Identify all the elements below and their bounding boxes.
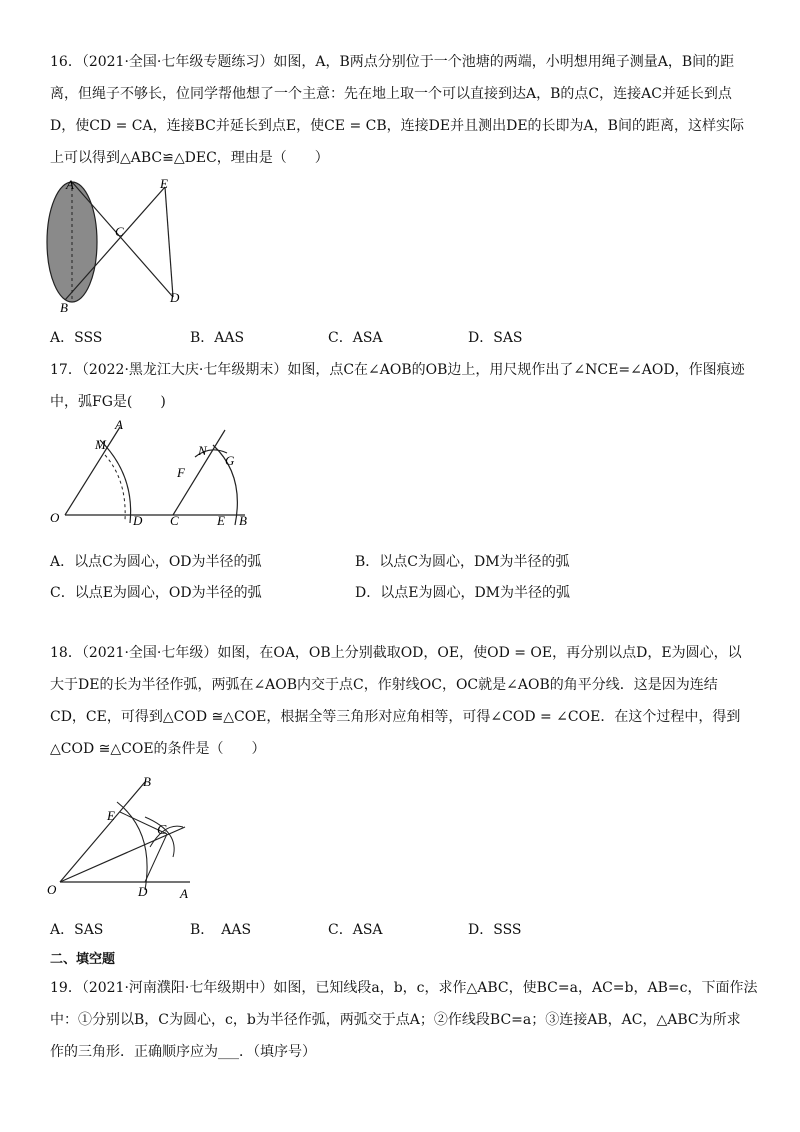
q18-label-o: O [47, 882, 57, 897]
q17-label-m: M [95, 437, 106, 452]
q16-text-line1: 16．（2021·全国·七年级专题练习）如图，A，B两点分别位于一个池塘的两端，小明想用绳子测量A，B间的距 [50, 54, 735, 70]
q18-label-d: D [138, 884, 148, 899]
q18-label-c: C [157, 823, 167, 838]
q18-label-e: E [107, 808, 115, 823]
q17-option-c[interactable]: C．以点E为圆心，OD为半径的弧 [50, 585, 262, 601]
q17-option-d[interactable]: D．以点E为圆心，DM为半径的弧 [355, 585, 571, 601]
q17-label-a: A [115, 417, 123, 432]
q17-label-b: B [239, 513, 247, 528]
q16-label-e: E [160, 176, 168, 191]
q16-option-b[interactable]: B．AAS [190, 330, 245, 346]
q18-label-b: B [143, 774, 151, 789]
q16-option-c[interactable]: C．ASA [328, 330, 383, 346]
q17-label-d: D [133, 513, 143, 528]
q16-label-c: C [115, 224, 124, 239]
q17-label-g: G [225, 453, 235, 468]
q16-text-line3: D，使CD = CA，连接BC并延长到点E，使CE = CB，连接DE并且测出DE的长即为A，B间的距离，这样实际 [50, 118, 744, 134]
q18-figure-bisector [45, 772, 205, 902]
q18-option-b[interactable]: B． AAS [190, 922, 252, 938]
q18-text-line1: 18．（2021·全国·七年级）如图，在OA，OB上分别截取OD，OE，使OD = OE，再分别以点D，E为圆心，以 [50, 645, 742, 661]
q17-label-e: E [217, 513, 225, 528]
q19-text-line3: 作的三角形．正确顺序应为___．（填序号） [50, 1044, 316, 1060]
q19-text-line1: 19．（2021·河南濮阳·七年级期中）如图，已知线段a，b，c，求作△ABC，使BC=a，AC=b，AB=c，下面作法 [50, 980, 758, 996]
q18-text-line2: 大于DE的长为半径作弧，两弧在∠AOB内交于点C，作射线OC，OC就是∠AOB的角平分线．这是因为连结 [50, 677, 718, 693]
q17-text-line2: 中，弧FG是( ) [50, 394, 166, 410]
q16-option-a[interactable]: A．SSS [50, 330, 103, 346]
q16-label-b: B [60, 300, 68, 315]
q18-option-c[interactable]: C．ASA [328, 922, 383, 938]
q16-text-line2: 离，但绳子不够长，位同学帮他想了一个主意：先在地上取一个可以直接到达A，B的点C，连接AC并延长到点 [50, 86, 732, 102]
q18-option-d[interactable]: D．SSS [468, 922, 522, 938]
q18-label-a: A [180, 886, 188, 901]
q17-label-n: N [198, 443, 207, 458]
q16-figure-pond [40, 172, 200, 317]
q19-text-line2: 中：①分别以B，C为圆心，c，b为半径作弧，两弧交于点A；②作线段BC=a；③连接AB，AC，△ABC为所求 [50, 1012, 741, 1028]
q17-text-line1: 17．（2022·黑龙江大庆·七年级期末）如图，点C在∠AOB的OB边上，用尺规作出了∠NCE=∠AOD，作图痕迹 [50, 362, 745, 378]
section-title-fill-in: 二、填空题 [50, 952, 116, 967]
q16-text-line4: 上可以得到△ABC≌△DEC，理由是（ ） [50, 150, 329, 166]
q17-figure-construction [45, 415, 265, 535]
q17-label-f: F [177, 465, 185, 480]
q16-option-d[interactable]: D．SAS [468, 330, 523, 346]
q17-option-b[interactable]: B．以点C为圆心，DM为半径的弧 [355, 554, 570, 570]
q16-label-d: D [170, 290, 180, 305]
q18-text-line4: △COD ≅△COE的条件是（ ） [50, 741, 266, 757]
q17-option-a[interactable]: A．以点C为圆心，OD为半径的弧 [50, 554, 262, 570]
q17-label-c: C [170, 513, 179, 528]
q18-text-line3: CD，CE，可得到△COD ≅△COE，根据全等三角形对应角相等，可得∠COD = ∠COE．在这个过程中，得到 [50, 709, 741, 725]
q17-label-o: O [50, 510, 60, 525]
q18-option-a[interactable]: A．SAS [50, 922, 104, 938]
q16-label-a: A [66, 177, 74, 192]
